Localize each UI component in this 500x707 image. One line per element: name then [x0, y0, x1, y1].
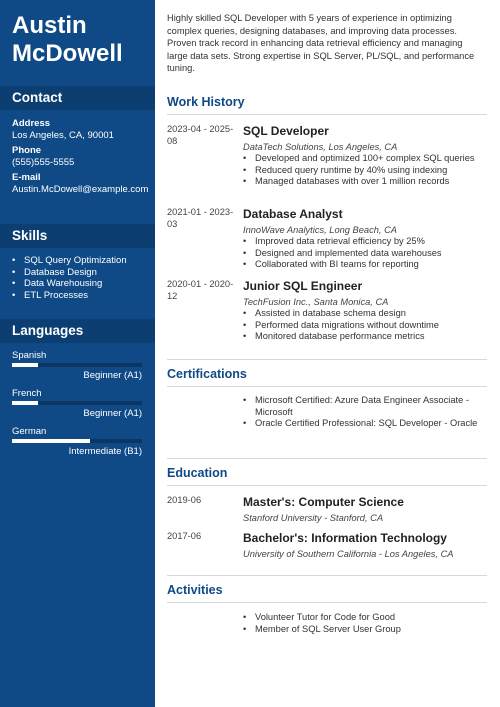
job-dates: 2021-01 - 2023-03: [167, 207, 234, 229]
language-bar: [12, 363, 142, 367]
job-bullet: • Assisted in database schema design: [243, 308, 487, 320]
work-history-heading: Work History: [167, 95, 245, 109]
job-company: TechFusion Inc., Santa Monica, CA: [243, 297, 389, 307]
skill-item: • ETL Processes: [12, 290, 127, 302]
education-heading: Education: [167, 466, 228, 480]
candidate-name: Austin McDowell: [12, 12, 123, 67]
skill-item: • Data Warehousing: [12, 278, 127, 290]
address-label: Address: [12, 118, 51, 129]
phone-value: (555)555-5555: [12, 157, 75, 168]
job-bullet: • Designed and implemented data warehouses: [243, 248, 487, 260]
skill-item: • SQL Query Optimization: [12, 255, 127, 267]
address-value: Los Angeles, CA, 90001: [12, 130, 114, 141]
job-bullet: • Managed databases with over 1 million records: [243, 176, 487, 188]
languages-heading: Languages: [0, 319, 155, 343]
section-divider: [167, 458, 487, 459]
job-dates: 2023-04 - 2025-08: [167, 124, 234, 146]
certification-item: • Oracle Certified Professional: SQL Developer - Oracle: [243, 418, 487, 430]
job-bullets: [243, 308, 487, 343]
job-title: Junior SQL Engineer: [243, 279, 363, 293]
job-bullets: [243, 236, 487, 271]
job-bullet: • Developed and optimized 100+ complex SQL queries: [243, 153, 487, 165]
job-bullet: • Performed data migrations without downtime: [243, 320, 487, 332]
phone-label: Phone: [12, 145, 42, 156]
education-date: 2017-06: [167, 531, 202, 541]
language-name: French: [12, 388, 42, 399]
address-block: [12, 118, 150, 142]
job-title: Database Analyst: [243, 207, 343, 221]
education-date: 2019-06: [167, 495, 202, 505]
phone-block: [12, 145, 150, 169]
language-bar-fill: [12, 401, 38, 405]
job-bullet: • Reduced query runtime by 40% using indexing: [243, 165, 487, 177]
language-german: [12, 426, 142, 457]
school-name: Stanford University - Stanford, CA: [243, 513, 384, 523]
language-french: [12, 388, 142, 419]
language-level: Beginner (A1): [83, 408, 142, 419]
section-divider: [167, 359, 487, 360]
certifications-list: [243, 395, 487, 430]
school-name: University of Southern California - Los Angeles, CA: [243, 549, 454, 559]
section-divider: [167, 114, 487, 115]
degree-title: Bachelor's: Information Technology: [243, 531, 447, 545]
job-bullet: • Improved data retrieval efficiency by 25%: [243, 236, 487, 248]
sidebar: [0, 0, 155, 707]
language-bar-fill: [12, 439, 90, 443]
skills-list: [12, 255, 127, 302]
email-label: E-mail: [12, 172, 41, 183]
job-dates: 2020-01 - 2020-12: [167, 279, 234, 301]
job-bullets: [243, 153, 487, 188]
certifications-heading: Certifications: [167, 367, 247, 381]
section-divider: [167, 485, 487, 486]
language-name: German: [12, 426, 47, 437]
language-bar: [12, 401, 142, 405]
contact-heading: Contact: [0, 86, 155, 110]
section-divider: [167, 575, 487, 576]
language-name: Spanish: [12, 350, 47, 361]
job-bullet: • Collaborated with BI teams for reporting: [243, 259, 487, 271]
language-level: Intermediate (B1): [68, 446, 142, 457]
degree-title: Master's: Computer Science: [243, 495, 404, 509]
section-divider: [167, 386, 487, 387]
email-value[interactable]: Austin.McDowell@example.com: [12, 184, 149, 195]
language-level: Beginner (A1): [83, 370, 142, 381]
section-divider: [167, 602, 487, 603]
language-bar-fill: [12, 363, 38, 367]
certification-item: • Microsoft Certified: Azure Data Engineer Associate - Microsoft: [243, 395, 487, 418]
skill-item: • Database Design: [12, 267, 127, 279]
skills-heading: Skills: [0, 224, 155, 248]
language-spanish: [12, 350, 142, 381]
activities-heading: Activities: [167, 583, 223, 597]
professional-summary: Highly skilled SQL Developer with 5 years of experience in optimizing complex queries, designing databases, and improving data processes. Proven track record in enhancing data retrieval efficiency and managing large data sets. Strong expertise in SQL Server, PL/SQL, and performance tuning.: [167, 13, 475, 73]
job-bullet: • Monitored database performance metrics: [243, 331, 487, 343]
job-company: InnoWave Analytics, Long Beach, CA: [243, 225, 398, 235]
language-bar: [12, 439, 142, 443]
activity-item: • Volunteer Tutor for Code for Good: [243, 612, 487, 624]
activity-item: • Member of SQL Server User Group: [243, 624, 487, 636]
job-title: SQL Developer: [243, 124, 329, 138]
activities-list: [243, 612, 487, 635]
email-block: [12, 172, 150, 196]
job-company: DataTech Solutions, Los Angeles, CA: [243, 142, 398, 152]
